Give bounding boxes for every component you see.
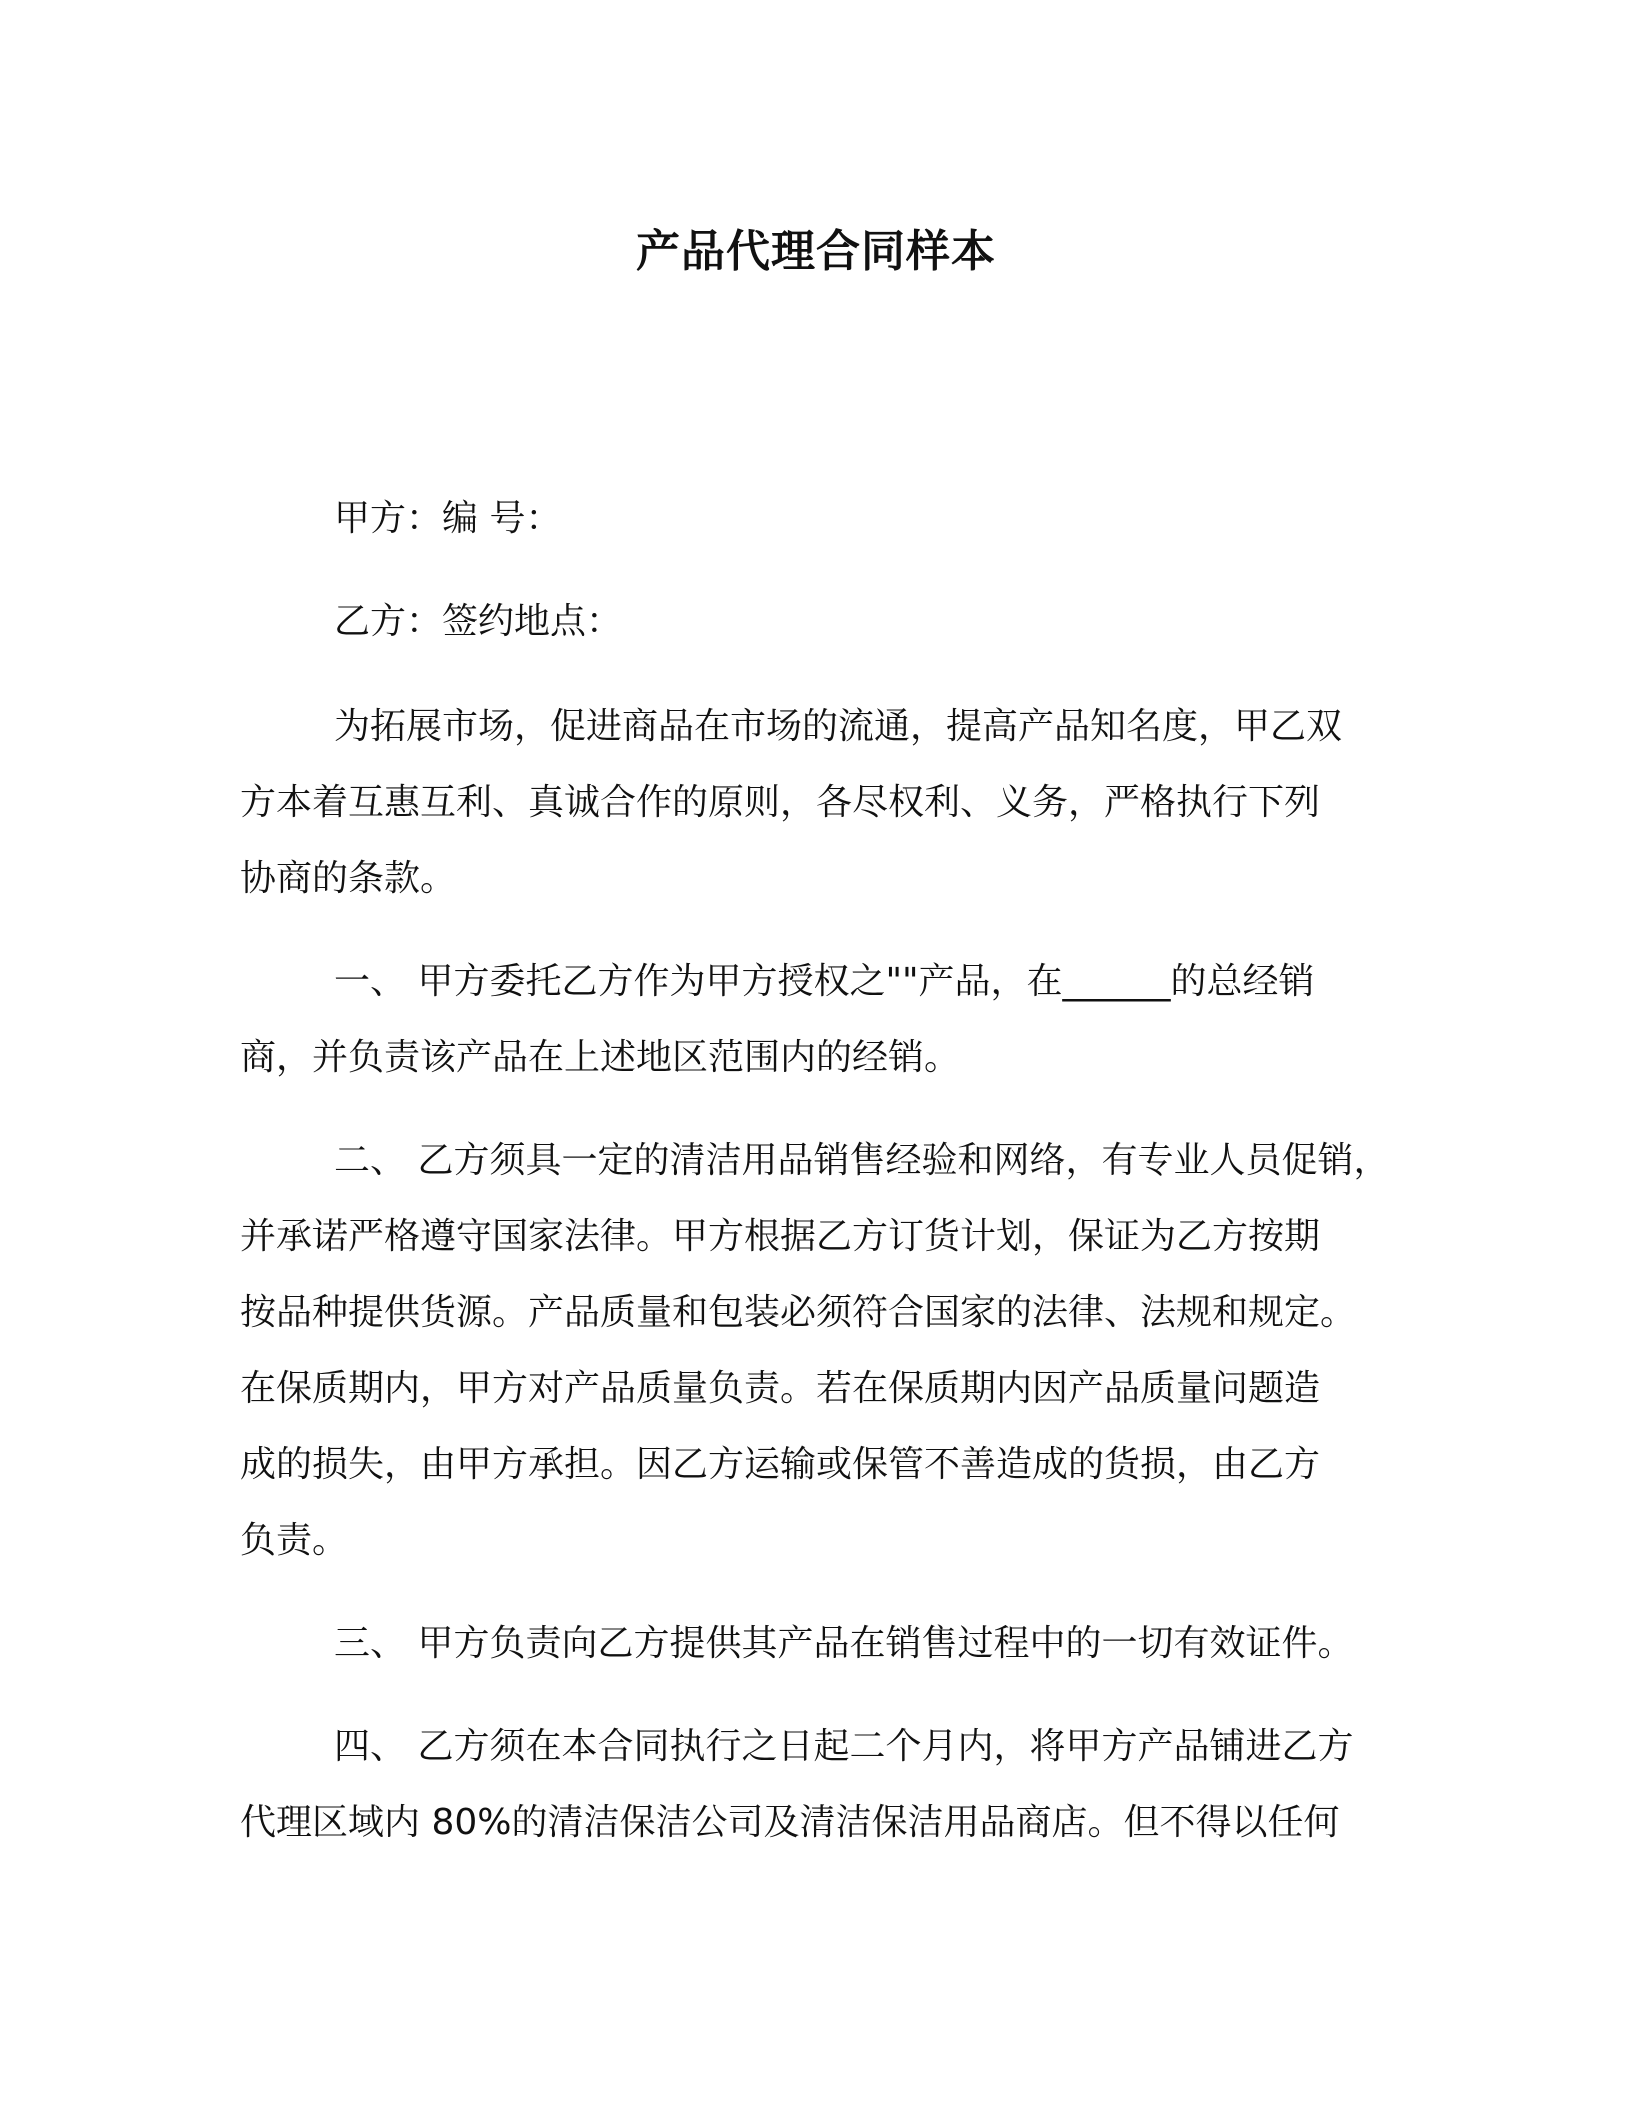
clause-4-line-1: 四、 乙方须在本合同执行之日起二个月内，将甲方产品铺进乙方 xyxy=(334,1726,1354,1767)
clause-2-line-5: 成的损失，由甲方承担。因乙方运输或保管不善造成的货损，由乙方 xyxy=(240,1444,1321,1485)
document-title: 产品代理合同样本 xyxy=(636,226,996,277)
clause-2-line-4: 在保质期内，甲方对产品质量负责。若在保质期内因产品质量问题造 xyxy=(240,1368,1321,1409)
preamble-line-2: 方本着互惠互利、真诚合作的原则，各尽权利、义务，严格执行下列 xyxy=(240,782,1321,823)
clause-2-line-1: 二、 乙方须具一定的清洁用品销售经验和网络，有专业人员促销， xyxy=(334,1140,1390,1181)
clause-3-line-1: 三、 甲方负责向乙方提供其产品在销售过程中的一切有效证件。 xyxy=(334,1623,1354,1664)
party-b-line: 乙方：签约地点： xyxy=(334,601,623,642)
clause-2-line-6: 负责。 xyxy=(240,1520,349,1561)
party-a-line: 甲方：编 号： xyxy=(334,498,562,539)
preamble-line-3: 协商的条款。 xyxy=(240,858,457,899)
clause-1-line-2: 商，并负责该产品在上述地区范围内的经销。 xyxy=(240,1037,961,1078)
clause-4-line-2: 代理区域内 80%的清洁保洁公司及清洁保洁用品商店。但不得以任何 xyxy=(240,1802,1340,1843)
clause-1-line-1: 一、 甲方委托乙方作为甲方授权之""产品，在______的总经销 xyxy=(334,961,1315,1002)
preamble-line-1: 为拓展市场，促进商品在市场的流通，提高产品知名度，甲乙双 xyxy=(334,706,1343,747)
clause-2-line-3: 按品种提供货源。产品质量和包装必须符合国家的法律、法规和规定。 xyxy=(240,1292,1357,1333)
clause-2-line-2: 并承诺严格遵守国家法律。甲方根据乙方订货计划，保证为乙方按期 xyxy=(240,1216,1321,1257)
